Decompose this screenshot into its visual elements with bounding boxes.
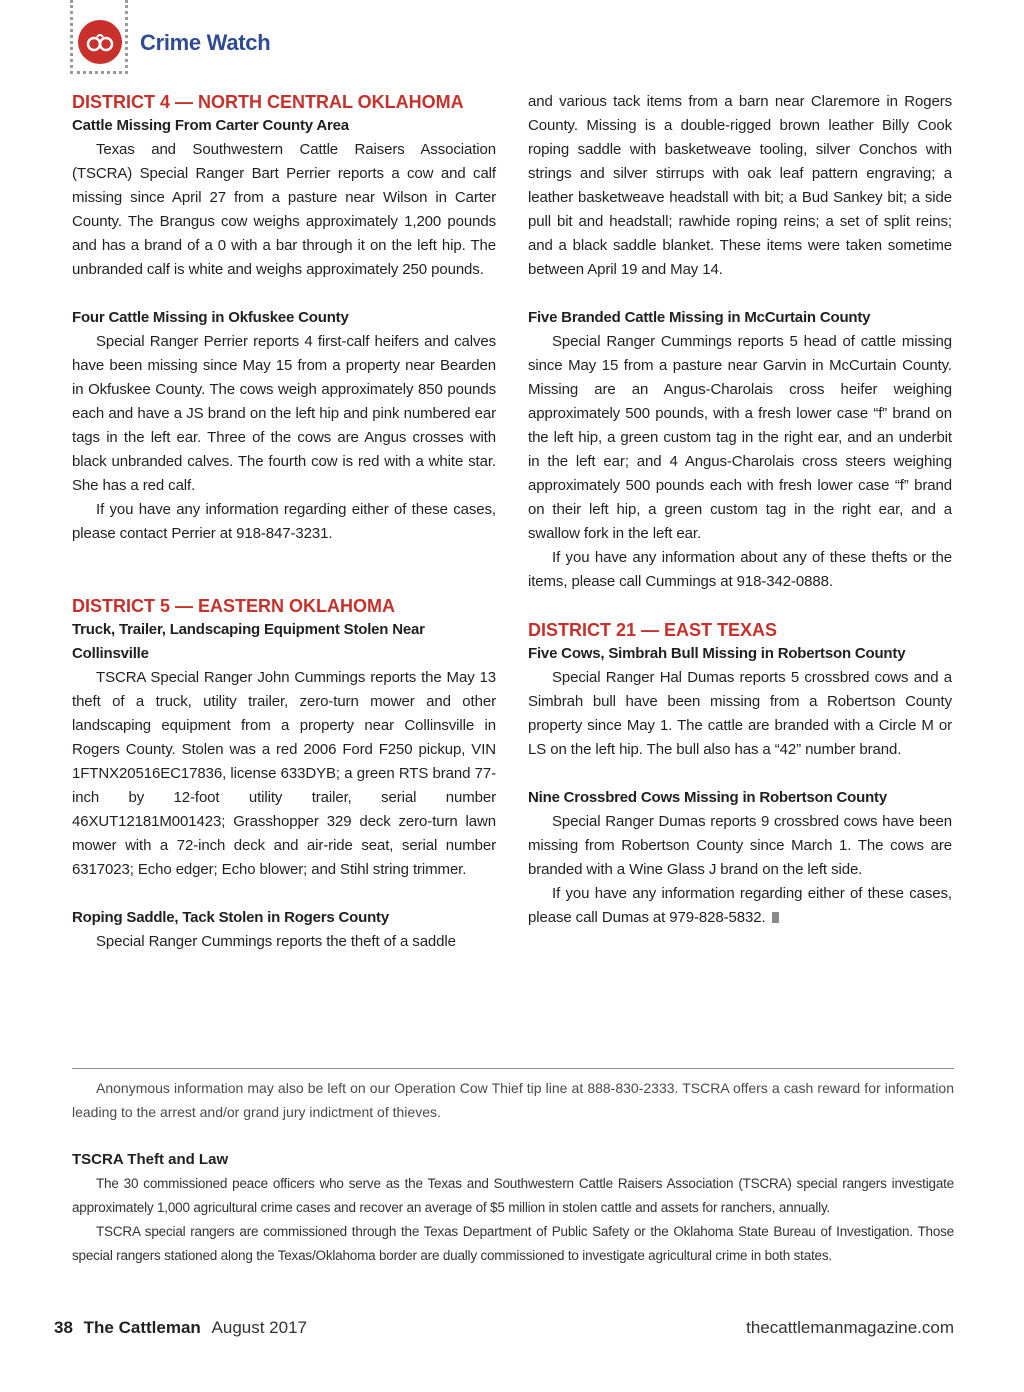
magazine-name: The Cattleman xyxy=(83,1318,201,1337)
tip-line-note: Anonymous information may also be left on our Operation Cow Thief tip line at 888-830-2333. TSCRA offers a cash reward for information leading to the arrest and/or grand jury indictment of thieves. xyxy=(72,1080,954,1120)
issue-date: August 2017 xyxy=(211,1318,307,1337)
story-body-continued: and various tack items from a barn near Claremore in Rogers County. Missing is a double-rigged brown leather Billy Cook roping saddle with basketweave tooling, silver Conchos with strings and silver stirrups with oak leaf pattern engraving; a leather basketweave headstall with bit; a Bud Sankey bit; a side pull bit and headstall; rawhide roping reins; a set of split reins; and a black saddle blanket. These items were taken sometime between April 19 and May 14. xyxy=(528,93,952,278)
story-title: Five Cows, Simbrah Bull Missing in Robertson County xyxy=(528,645,906,662)
contact-paragraph: If you have any information about any of these thefts or the items, please call Cummings at 918-342-0888. xyxy=(528,549,952,590)
contact-text: If you have any information regarding either of these cases, please call Dumas at 979-828-5832. xyxy=(528,885,952,926)
district-21-heading: DISTRICT 21 — EAST TEXAS xyxy=(528,620,778,640)
left-column xyxy=(72,90,496,954)
story-title: Roping Saddle, Tack Stolen in Rogers County xyxy=(72,909,389,926)
district-5-heading: DISTRICT 5 — EASTERN OKLAHOMA xyxy=(72,596,396,616)
story-body: Texas and Southwestern Cattle Raisers Association (TSCRA) Special Ranger Bart Perrier reports a cow and calf missing since April 27 from a pasture near Wilson in Carter County. The Brangus cow weighs approximately 1,200 pounds and has a brand of a 0 with a bar through it on the left hip. The unbranded calf is white and weighs approximately 250 pounds. xyxy=(72,141,496,278)
story-title: Cattle Missing From Carter County Area xyxy=(72,117,349,134)
story-body: Special Ranger Cummings reports the theft of a saddle xyxy=(96,933,456,950)
story-title: Four Cattle Missing in Okfuskee County xyxy=(72,309,349,326)
story-body: Special Ranger Dumas reports 9 crossbred cows have been missing from Robertson County since March 1. The cows are branded with a Wine Glass J brand on the left side. xyxy=(528,813,952,878)
section-title: Crime Watch xyxy=(140,30,271,55)
theft-law-title: TSCRA Theft and Law xyxy=(72,1151,229,1168)
divider-rule xyxy=(72,1068,954,1069)
page-number: 38 xyxy=(54,1318,73,1337)
theft-law-paragraph: The 30 commissioned peace officers who serve as the Texas and Southwestern Cattle Raisers Association (TSCRA) special rangers investigate approximately 1,000 agricultural crime cases and recover an average of $5 million in stolen cattle and assets for ranchers, annually. xyxy=(72,1176,954,1215)
theft-law-paragraph: TSCRA special rangers are commissioned through the Texas Department of Public Safety or the Oklahoma State Bureau of Investigation. Those special rangers stationed along the Texas/Oklahoma border are dually commissioned to investigate agricultural crime in both states. xyxy=(72,1224,954,1263)
contact-paragraph xyxy=(528,882,952,930)
story-title: Nine Crossbred Cows Missing in Robertson County xyxy=(528,789,887,806)
story-body: Special Ranger Hal Dumas reports 5 crossbred cows and a Simbrah bull have been missing from a Robertson County property since May 1. The cattle are branded with a Circle M or LS on the left hip. The bull also has a “42” number brand. xyxy=(528,669,952,758)
story-body: TSCRA Special Ranger John Cummings reports the May 13 theft of a truck, utility trailer, zero-turn mower and other landscaping equipment from a property near Collinsville in Rogers County. Stolen was a red 2006 Ford F250 pickup, VIN 1FTNX20516EC17836, license 633DYB; a green RTS brand 77-inch by 12-foot utility trailer, serial number 46XUT12181M001423; Grasshopper 329 deck zero-turn lawn mower with a 72-inch deck and air-ride seat, serial number 6317023; Echo edger; Echo blower; and Stihl string trimmer. xyxy=(72,669,496,878)
section-header xyxy=(70,0,470,80)
district-4-heading: DISTRICT 4 — NORTH CENTRAL OKLAHOMA xyxy=(72,92,464,112)
right-column xyxy=(528,90,952,930)
end-of-story-mark xyxy=(772,912,779,923)
handcuffs-icon xyxy=(78,20,122,64)
story-body: Special Ranger Perrier reports 4 first-calf heifers and calves have been missing since May 15 from a property near Bearden in Okfuskee County. The cows weigh approximately 850 pounds each and have a JS brand on the left hip and pink numbered ear tags in the left ear. Three of the cows are Angus crosses with black unbranded calves. The fourth cow is red with a white star. She has a red calf. xyxy=(72,333,496,494)
story-title: Five Branded Cattle Missing in McCurtain County xyxy=(528,309,871,326)
contact-paragraph: If you have any information regarding either of these cases, please contact Perrier at 918-847-3231. xyxy=(72,501,496,542)
story-body: Special Ranger Cummings reports 5 head of cattle missing since May 15 from a pasture near Garvin in McCurtain County. Missing are an Angus-Charolais cross heifer weighing approximately 500 pounds, with a fresh lower case “f” brand on the left hip, a green custom tag in the right ear, and an underbit in the left ear; and 4 Angus-Charolais cross steers weighing approximately 500 pounds each with fresh lower case “f” brand on their left hip, a green custom tag in the right ear, and a swallow fork in the left ear. xyxy=(528,333,952,542)
website-url: thecattlemanmagazine.com xyxy=(746,1318,954,1337)
page-footer xyxy=(54,1318,954,1342)
story-title: Truck, Trailer, Landscaping Equipment Stolen Near Collinsville xyxy=(72,621,425,662)
